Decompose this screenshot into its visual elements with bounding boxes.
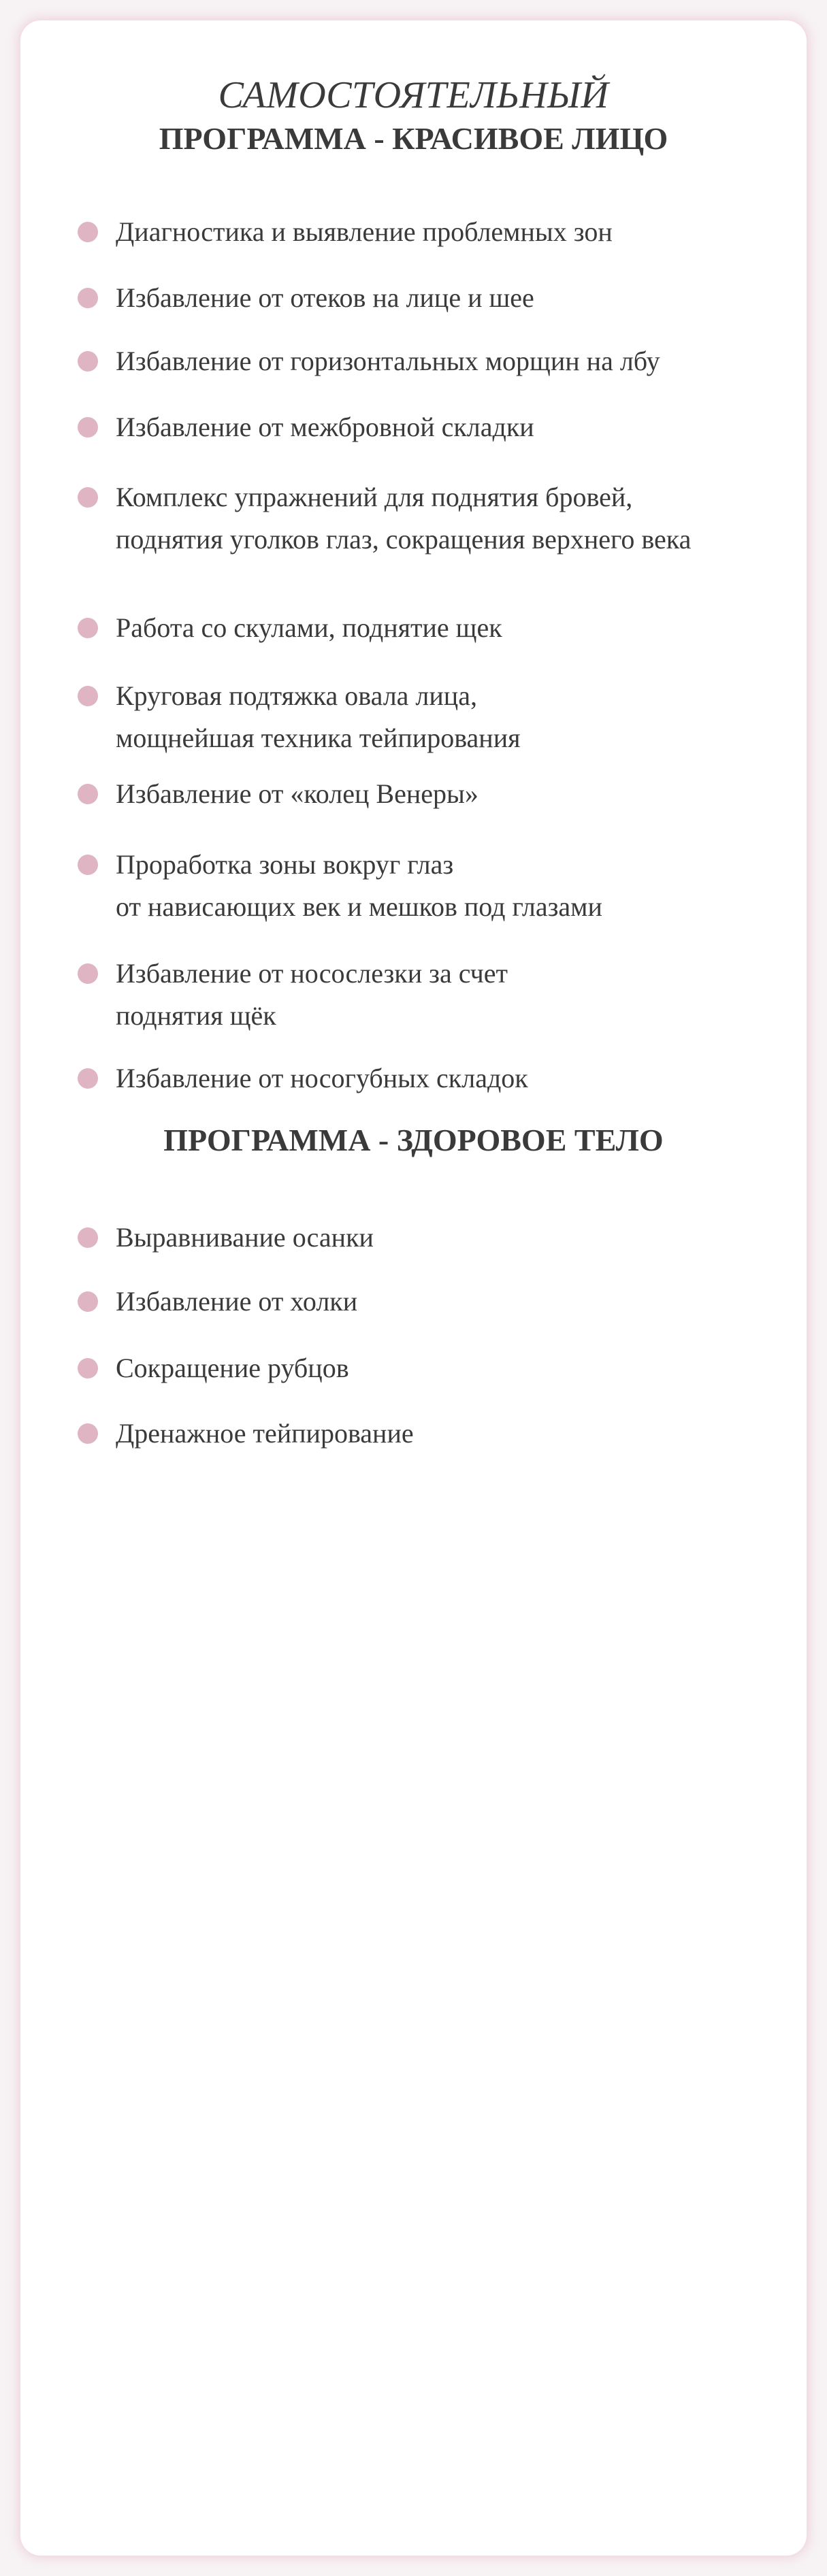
bullet-dot-icon [78, 618, 98, 638]
face-program-heading [20, 120, 807, 158]
bullet-dot-icon [78, 686, 98, 706]
bullet-dot-icon [78, 487, 98, 508]
list-item-text: Избавление от отеков на лице и шее [116, 282, 534, 313]
bullet-dot-icon [78, 963, 98, 984]
bullet-dot-icon [78, 855, 98, 875]
bullet-dot-icon [78, 1358, 98, 1378]
list-item-text: Избавление от носослезки за счет поднятия щёк [116, 958, 508, 1031]
bullet-dot-icon [78, 1291, 98, 1312]
list-item-text: Избавление от межбровной складки [116, 412, 534, 442]
list-item-text: Избавление от «колец Венеры» [116, 778, 479, 809]
list-item-text: Избавление от холки [116, 1286, 358, 1317]
bullet-dot-icon [78, 1068, 98, 1089]
list-item-text: Проработка зоны вокруг глаз от нависающих век и мешков под глазами [116, 849, 602, 922]
list-item-text: Сокращение рубцов [116, 1353, 349, 1383]
subtitle: САМОСТОЯТЕЛЬНЫЙ [218, 74, 609, 116]
list-item-text: Работа со скулами, поднятие щек [116, 612, 502, 643]
bullet-dot-icon [78, 222, 98, 242]
bullet-dot-icon [78, 784, 98, 804]
bullet-dot-icon [78, 417, 98, 437]
list-item-text: Дренажное тейпирование [116, 1418, 414, 1449]
bullet-dot-icon [78, 351, 98, 371]
body-program-heading [20, 1121, 807, 1159]
list-item-text: Диагностика и выявление проблемных зон [116, 216, 613, 247]
body-program-title: ПРОГРАММА - ЗДОРОВОЕ ТЕЛО [163, 1123, 664, 1157]
list-item-text: Избавление от горизонтальных морщин на лбу [116, 346, 660, 376]
bullet-dot-icon [78, 288, 98, 308]
bullet-dot-icon [78, 1423, 98, 1444]
program-card [20, 20, 807, 2556]
list-item-text: Выравнивание осанки [116, 1222, 374, 1253]
list-item-text: Избавление от носогубных складок [116, 1063, 528, 1093]
list-item-text: Комплекс упражнений для поднятия бровей, поднятия уголков глаз, сокращения верхнего века [116, 482, 692, 555]
face-program-title: ПРОГРАММА - КРАСИВОЕ ЛИЦО [159, 121, 668, 156]
list-item-text: Круговая подтяжка овала лица, мощнейшая техника тейпирования [116, 680, 521, 753]
bullet-dot-icon [78, 1227, 98, 1248]
